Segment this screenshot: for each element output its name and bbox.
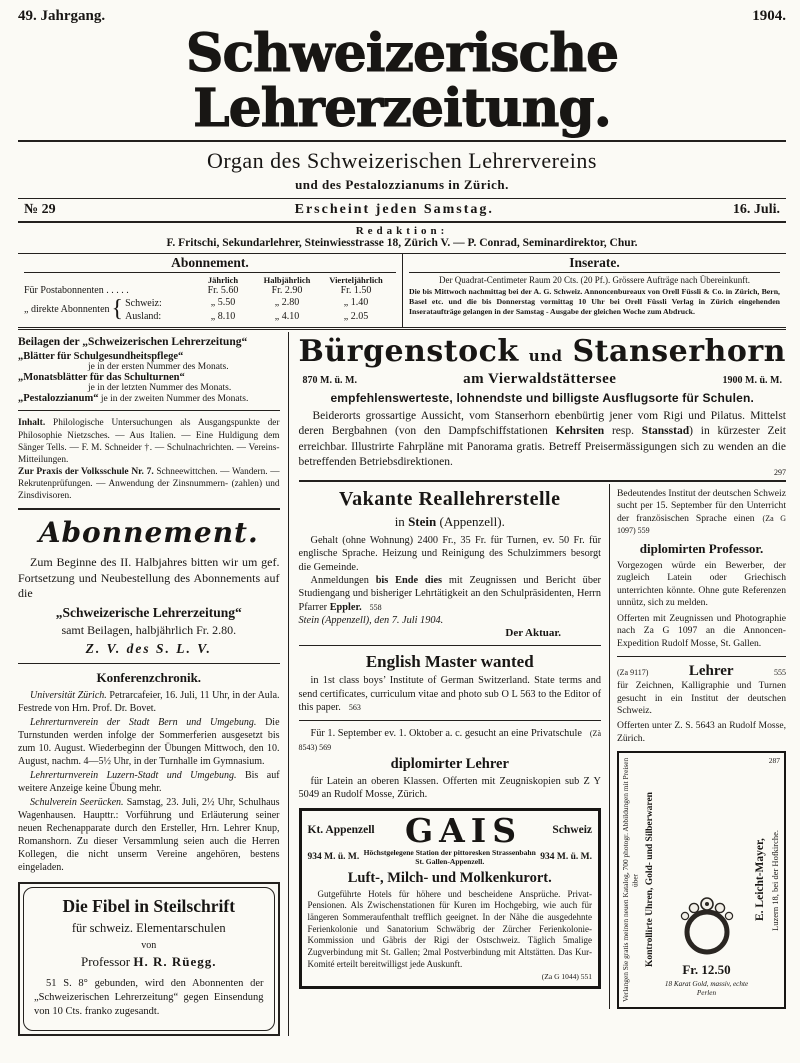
beilage-item bbox=[18, 393, 280, 404]
lehrer-body2: Offerten unter Z. S. 5643 an Rudolf Mosse, Zürich. bbox=[617, 720, 786, 744]
ring-icon bbox=[674, 888, 740, 960]
stanserhorn-name: Stanserhorn bbox=[572, 334, 786, 370]
redaktion-box bbox=[18, 223, 786, 254]
abonnement-notice-text: Zum Beginne des II. Halbjahres bitten wir um gef. Fortsetzung und Neubestellung des Abonnements auf die bbox=[18, 555, 280, 601]
left-column bbox=[18, 332, 289, 1035]
professor-body3: Offerten mit Zeugnissen und Photographie nach Za G 1097 an die Annoncen-Expedition Rudolf Mosse, St. Gallen. bbox=[617, 612, 786, 649]
jewelry-advert bbox=[617, 751, 786, 1009]
inserate-deadline-text: Die bis Mittwoch nachmittag bei der A. G. Schweiz. Annoncenbureaux von Orell Füssli & Co. in Zürich, Bern, Basel etc. und die bis Donnerstag vormittag 10 Uhr bei Orell Füssli Verlag in Zürich eingehenden Inserataufträge gelangen in der Samstag - Ausgabe der gleichen Woche zum Abdruck. bbox=[409, 287, 780, 316]
title-divider bbox=[18, 140, 786, 142]
jewelry-description: 18 Karat Gold, massiv, echte Perlen bbox=[664, 980, 749, 997]
paper-name: „Schweizerische Lehrerzeitung“ bbox=[55, 605, 242, 621]
professor-text1: Bedeutendes Institut der deutschen Schweiz sucht per 15. September für den Unterricht der französischen Sprache einen bbox=[617, 487, 786, 524]
gais-region-right: Schweiz bbox=[552, 824, 592, 837]
brace-glyph: { bbox=[111, 296, 124, 323]
gais-station1: Höchstgelegene Station der pittoresken Strassenbahn bbox=[363, 847, 536, 857]
english-text: in 1st class boys’ Institute of German Switzerland. State terms and send certificates, curriculum vitae and photo sub O L 563 to the Editor of this paper. bbox=[298, 675, 601, 713]
entry-lead: Lehrerturnverein der Stadt Bern und Umgebung. bbox=[30, 717, 257, 729]
inserate-title: Inserate. bbox=[409, 254, 780, 273]
konferenz-entry bbox=[18, 796, 280, 874]
issue-number: № 29 bbox=[24, 202, 56, 218]
buergenstock-title bbox=[299, 334, 786, 369]
konferenz-entry bbox=[18, 769, 280, 795]
lake-label: am Vierwaldstättersee bbox=[463, 371, 617, 388]
gais-altitude-right: 934 M. ü. M. bbox=[540, 852, 592, 863]
row-ch-quarter: „ 1.40 bbox=[343, 297, 369, 309]
frequency-label: Erscheint jeden Samstag. bbox=[294, 202, 494, 218]
divider bbox=[18, 508, 280, 510]
praxis-label: Zur Praxis der Volksschule Nr. 7. bbox=[18, 466, 154, 477]
fibel-advert-frame bbox=[23, 887, 275, 1031]
divider bbox=[299, 720, 601, 721]
inhalt-paragraph bbox=[18, 417, 280, 466]
divider bbox=[18, 663, 280, 664]
issue-row bbox=[18, 198, 786, 223]
konferenzchronik-heading: Konferenzchronik. bbox=[96, 670, 202, 686]
advert-ref-number: (Zà 8543) 569 bbox=[298, 729, 601, 752]
right-column bbox=[289, 332, 786, 1035]
redaktion-text: F. Fritschi, Sekundarlehrer, Steinwiesstrasse 18, Zürich V. — P. Conrad, Seminardirektor, Chur. bbox=[166, 237, 638, 250]
rightmost-column bbox=[610, 484, 786, 1010]
english-master-title: English Master wanted bbox=[365, 652, 534, 672]
pfarrer-name: Eppler. bbox=[329, 601, 362, 613]
english-master-body bbox=[299, 674, 601, 714]
col-header-yearly: Jährlich bbox=[207, 275, 239, 286]
loc-pre: in bbox=[394, 513, 409, 529]
gais-station-lines bbox=[364, 848, 536, 867]
advert-ref-number: 555 bbox=[774, 668, 786, 678]
professor-body2: Vorgezogen würde ein Bewerber, der zugleich Latein oder Griechisch unterrichten könnte. Ohne gute Referenzen unnütz, sich zu melden. bbox=[617, 559, 786, 609]
entry-lead: Schulverein Seerücken. bbox=[30, 797, 124, 809]
buergenstock-advert bbox=[299, 334, 786, 477]
jewelry-price: Fr. 12.50 bbox=[682, 962, 731, 978]
professor-advert bbox=[617, 488, 786, 650]
fibel-title: Die Fibel in Steilschrift bbox=[62, 896, 236, 917]
advert-ref-number: (Za G 1044) 551 bbox=[541, 971, 592, 981]
vakante-dateline: Stein (Appenzell), den 7. Juli 1904. bbox=[298, 615, 444, 627]
vakante-body1: Gehalt (ohne Wohnung) 2400 Fr., 35 Fr. für Turnen, ev. 50 Fr. für englische Sprache. Heizung und Reinigung des Schulzimmers besorgt die Gemeinde. bbox=[298, 534, 601, 573]
gais-body: Gutgeführte Hotels für höhere und bescheidene Ansprüche. Privat-Pensionen. Als Zwischenstationen für Kuren im Hochgebirg, wie auch für längeren Sommeraufenthalt trefflich geeignet. In der Nähe die ausgedehnte Ferienkolonie und Sanatorium Schwäbrig der Zürcher Ferienkolonie-Kommission und Gäbris der Rigi der Ostschweiz. Täglich 5malige Zugverbindung mit St. Gallen; 2mal Postverbindung mit Altstätten. Das Kur-Komité erteilt bereitwilligst jede Auskunft. bbox=[307, 888, 592, 969]
lehrer-advert bbox=[617, 663, 786, 745]
english-master-advert bbox=[299, 652, 601, 714]
direct-label-text: „ direkte Abonnenten bbox=[24, 304, 110, 316]
loc-post: (Appenzell). bbox=[436, 513, 505, 529]
jewelry-catalog-text: Verlangen Sie gratis meinen neuen Katalog, 700 photogr. Abbildungen mit Preisen über bbox=[621, 758, 640, 1003]
organ-subtitle: Organ des Schweizerischen Lehrervereins bbox=[207, 148, 597, 174]
body-mid: resp. bbox=[604, 425, 642, 438]
col-header-quarter: Vierteljährlich bbox=[329, 275, 383, 286]
buergenstock-tagline: empfehlenswerteste, lohnendste und billigste Ausflugsorte für Schulen. bbox=[330, 391, 755, 406]
advert-ref-number: 558 bbox=[369, 602, 382, 612]
gais-altitude-left: 934 M. ü. M. bbox=[307, 852, 360, 863]
inserate-rate-line: Der Quadrat-Centimeter Raum 20 Cts. (20 Pf.). Grössere Aufträge nach Übereinkunft. bbox=[439, 275, 750, 286]
konferenz-entry bbox=[18, 689, 280, 715]
row-post-half: Fr. 2.90 bbox=[271, 285, 303, 297]
jewelry-wares-text: Kontrollirte Uhren, Gold- und Silberwaren bbox=[645, 792, 655, 968]
vakante-title: Vakante Reallehrerstelle bbox=[339, 487, 561, 510]
beilage-item bbox=[18, 372, 280, 393]
divider bbox=[617, 656, 786, 657]
vakante-signature: Der Aktuar. bbox=[505, 627, 561, 640]
beilage-name: „Blätter für Schulgesundheitspflege“ bbox=[18, 351, 184, 363]
diplomirter-lehrer-title: diplomirter Lehrer bbox=[390, 756, 509, 772]
abonnement-title: Abonnement. bbox=[24, 254, 396, 273]
privatschule-advert bbox=[299, 727, 601, 802]
jewelry-seller-address: Luzern 18, bei der Hofkirche. bbox=[770, 829, 780, 931]
gais-altitude-row bbox=[308, 848, 592, 867]
vakante-body2 bbox=[299, 574, 601, 614]
abonnement-price-line: samt Beilagen, halbjährlich Fr. 2.80. bbox=[61, 623, 237, 638]
gais-subtitle: Luft-, Milch- und Molkenkurort. bbox=[347, 869, 552, 886]
privatschule-body: für Latein an oberen Klassen. Offerten mit Zeugniskopien sub Z Y 5049 an Rudolf Mosse, Zürich. bbox=[298, 776, 601, 801]
volume-label: 49. Jahrgang. bbox=[18, 8, 106, 24]
row-ausl-quarter: „ 2.05 bbox=[343, 310, 369, 322]
entry-lead: Lehrerturnverein Luzern-Stadt und Umgebung. bbox=[30, 770, 237, 782]
abonnement-box bbox=[18, 254, 402, 327]
pestalozzianum-subtitle: und des Pestalozzianums in Zürich. bbox=[295, 177, 509, 193]
row-ch-yearly: „ 5.50 bbox=[210, 297, 236, 309]
beilage-note: je in der letzten Nummer des Monats. bbox=[88, 383, 232, 394]
fibel-author-pre: Professor bbox=[81, 954, 134, 970]
lehrer-body1: für Zeichnen, Kalligraphie und Turnen gesucht in ein Institut der deutschen Schweiz. bbox=[617, 680, 786, 716]
beilage-note: je in der zweiten Nummer des Monats. bbox=[100, 394, 249, 405]
row-direct-label bbox=[24, 296, 192, 323]
region-stack bbox=[125, 297, 162, 323]
loc-town: Stein bbox=[408, 513, 437, 529]
row-ausl-yearly: „ 8.10 bbox=[210, 310, 236, 322]
advert-ref-number: 297 bbox=[774, 467, 786, 477]
year-label: 1904. bbox=[752, 8, 786, 24]
row-ausl-half: „ 4.10 bbox=[274, 310, 300, 322]
beilage-item bbox=[18, 351, 280, 372]
praxis-paragraph bbox=[18, 466, 280, 503]
entry-text: Samstag, 23. Juli, 2½ Uhr, Schulhaus Wagenhausen. Haupttr.: Vorführung und Erläuterung seiner neuen Rechenapparate durch den Ersteller, Hrn. Lehrer Knup, Romanshorn. Zu dieser Versammlung seien auch die Herren Kollegen, die nicht unserm Vereine angehören, bestens eingeladen. bbox=[18, 797, 280, 874]
fibel-subtitle: für schweiz. Elementarschulen bbox=[71, 921, 226, 936]
right-split bbox=[299, 484, 786, 1010]
advert-ref-number: (Za 9117) bbox=[617, 668, 649, 678]
entry-lead: Universität Zürich. bbox=[30, 690, 107, 702]
col-header-halfyear: Halbjährlich bbox=[263, 275, 311, 286]
beilage-note: je in der ersten Nummer des Monats. bbox=[88, 362, 229, 373]
beilage-name: „Pestalozzianum“ bbox=[18, 393, 99, 405]
beilage-name: „Monatsblätter für das Schulturnen“ bbox=[18, 372, 185, 384]
altitude-left: 870 M. ü. M. bbox=[302, 375, 357, 387]
divider bbox=[299, 645, 601, 646]
vakante-location bbox=[299, 514, 601, 530]
vakante-advert bbox=[299, 488, 601, 639]
advert-ref-number: (Za G 1097) 559 bbox=[617, 513, 786, 536]
issue-date: 16. Juli. bbox=[732, 202, 780, 218]
gais-advert bbox=[299, 808, 601, 989]
body-pre: Beiderorts grossartige Aussicht, vom Stanserhorn ebenbürtig jener vom Rigi und Pilatus. Mittelst deren Bergbahnen (von den Dampfschiffstationen bbox=[298, 410, 786, 438]
privatschule-line1 bbox=[299, 727, 601, 754]
fibel-author bbox=[34, 954, 264, 970]
inhalt-text: Philologische Untersuchungen als Ausgangspunkte der Philosophie Nietzsches. — Aus Italien. — Eine Huldigung dem Sänger Tells. — F. M. Schneider †. — Schulnachrichten. — Vereins-Mitteilungen. bbox=[18, 418, 280, 465]
body2-mid: mit Zeugnissen und Bericht über Studiengang und bisheriger Lehrtätigkeit an den Schulpräsidenten, Herrn Pfarrer bbox=[298, 575, 601, 613]
lehrer-title: Lehrer bbox=[688, 663, 734, 680]
stansstad-bold: Stansstad bbox=[641, 425, 690, 438]
privatschule-text: Für 1. September ev. 1. Oktober a. c. gesucht an eine Privatschule bbox=[310, 728, 582, 740]
altitude-row bbox=[299, 371, 786, 388]
divider bbox=[299, 480, 786, 482]
und-word: und bbox=[528, 347, 563, 366]
inhalt-label: Inhalt. bbox=[18, 418, 46, 429]
praxis-text: Schneewittchen. — Wandern. — Rekrutenprüfungen. — Anwendung der Zinsnummern- (zahlen) und Zinsdivisoren. bbox=[18, 466, 280, 502]
kehrsiten-bold: Kehrsiten bbox=[555, 425, 605, 438]
fibel-text: 51 S. 8° gebunden, wird den Abonnenten der „Schweizerischen Lehrerzeitung“ gegen Einsendung von 10 Cts. franko zugesandt. bbox=[34, 978, 264, 1018]
abonnement-table bbox=[24, 275, 396, 323]
body-post: ) in kürzester Zeit erreichbar. Illustrirte Fahrpläne mit Panorama gratis. Betreff Preisermässigungen sich zu wenden an die betreffenden Betriebsdirektionen. bbox=[298, 425, 786, 468]
buergenstock-name: Bürgenstock bbox=[298, 334, 519, 370]
advert-ref-number: 563 bbox=[348, 702, 361, 712]
entry-text: Bis auf weitere Anzeige keine Übung mehr. bbox=[18, 770, 280, 795]
entry-text: Petrarcafeier, 16. Juli, 11 Uhr, in der Aula. Festrede von Hrn. Prof. Dr. Bovet. bbox=[18, 690, 280, 715]
jewelry-center bbox=[659, 757, 754, 1003]
abonnement-signature: Z. V. des S. L. V. bbox=[85, 641, 212, 657]
region-ausland: Ausland: bbox=[125, 310, 162, 322]
professor-title: diplomirten Professor. bbox=[639, 540, 764, 556]
main-body bbox=[18, 332, 786, 1035]
subscription-advert-band bbox=[18, 254, 786, 330]
divider bbox=[18, 410, 280, 411]
deadline-bold: bis Ende dies bbox=[375, 575, 443, 586]
region-schweiz: Schweiz: bbox=[125, 297, 162, 309]
inserate-box bbox=[402, 254, 786, 327]
gais-station2: St. Gallen-Appenzell. bbox=[415, 857, 485, 867]
redaktion-label: Redaktion: bbox=[355, 225, 449, 238]
buergenstock-body bbox=[299, 409, 786, 470]
fibel-advert bbox=[18, 882, 280, 1036]
row-post-quarter: Fr. 1.50 bbox=[340, 285, 372, 297]
gais-header bbox=[307, 810, 592, 850]
konferenz-entry bbox=[18, 716, 280, 768]
row-ch-half: „ 2.80 bbox=[274, 297, 300, 309]
gais-region-left: Kt. Appenzell bbox=[307, 824, 375, 837]
altitude-right: 1900 M. ü. M. bbox=[722, 375, 782, 387]
advert-ref-number: 287 bbox=[768, 756, 780, 766]
entry-text: Die Turnstunden werden infolge der Sommerferien ausgesetzt bis zum 10. August. Wiederbeginn der Übungen Mittwoch, den 10. August, nachm. 4—5½ Uhr, in der Turnhalle im Gymnasium. bbox=[18, 717, 280, 768]
beilagen-heading: Beilagen der „Schweizerischen Lehrerzeitung“ bbox=[18, 336, 248, 349]
abonnement-notice-heading: Abonnement. bbox=[38, 516, 259, 550]
lehrer-header bbox=[617, 663, 786, 680]
body2-pre: Anmeldungen bbox=[310, 575, 376, 586]
professor-body1 bbox=[617, 488, 786, 538]
newspaper-title: Schweizerische Lehrerzeitung. bbox=[185, 23, 619, 139]
fibel-von: von bbox=[141, 940, 157, 952]
gais-title: GAIS bbox=[404, 810, 523, 850]
row-post-label: Für Postabonnenten . . . . . bbox=[24, 285, 129, 297]
row-post-yearly: Fr. 5.60 bbox=[207, 285, 239, 297]
middle-column bbox=[299, 484, 610, 1010]
jewelry-seller-name: E. Leicht-Mayer, bbox=[754, 838, 766, 922]
fibel-author-name: H. R. Rüegg. bbox=[133, 954, 217, 970]
